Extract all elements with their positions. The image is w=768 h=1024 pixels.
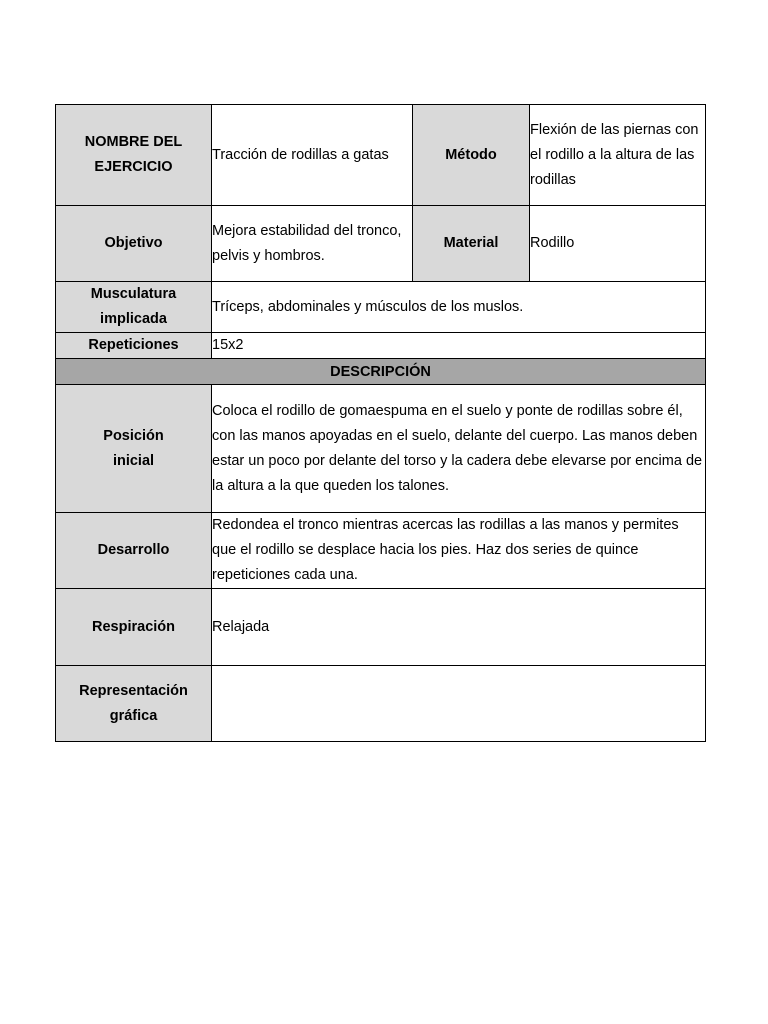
respiracion-label: Respiración (56, 589, 212, 666)
nombre-label-cell (56, 105, 212, 206)
objetivo-value: Mejora estabilidad del tronco, pelvis y hombros. (212, 206, 413, 282)
descripcion-header: DESCRIPCIÓN (56, 359, 706, 385)
respiracion-value: Relajada (212, 589, 706, 666)
posicion-label-cell (56, 385, 212, 513)
material-label: Material (413, 206, 530, 282)
row-descripcion-header (56, 359, 706, 385)
posicion-label: Posición inicial (103, 427, 164, 469)
material-value: Rodillo (530, 206, 706, 282)
musculatura-value: Tríceps, abdominales y músculos de los muslos. (212, 282, 706, 333)
row-respiracion (56, 589, 706, 666)
musculatura-label-cell (56, 282, 212, 333)
repeticiones-value: 15x2 (212, 333, 706, 359)
objetivo-label: Objetivo (56, 206, 212, 282)
row-nombre-metodo (56, 105, 706, 206)
row-repeticiones (56, 333, 706, 359)
row-representacion (56, 666, 706, 742)
repeticiones-label: Repeticiones (56, 333, 212, 359)
metodo-value: Flexión de las piernas con el rodillo a la altura de las rodillas (530, 105, 706, 206)
representacion-label-cell (56, 666, 212, 742)
nombre-value: Tracción de rodillas a gatas (212, 105, 413, 206)
row-musculatura (56, 282, 706, 333)
desarrollo-value: Redondea el tronco mientras acercas las rodillas a las manos y permites que el rodillo se desplace hacia los pies. Haz dos series de quince repeticiones cada una. (212, 513, 706, 589)
metodo-label: Método (413, 105, 530, 206)
nombre-label: NOMBRE DEL EJERCICIO (84, 134, 183, 175)
row-posicion (56, 385, 706, 513)
representacion-label: Representación gráfica (79, 682, 188, 724)
exercise-sheet-table (55, 104, 706, 742)
row-objetivo-material (56, 206, 706, 282)
representacion-value (212, 666, 706, 742)
desarrollo-label: Desarrollo (56, 513, 212, 589)
musculatura-label: Musculatura implicada (90, 286, 177, 327)
row-desarrollo (56, 513, 706, 589)
posicion-value: Coloca el rodillo de gomaespuma en el suelo y ponte de rodillas sobre él, con las manos apoyadas en el suelo, delante del cuerpo. Las manos deben estar un poco por delante del torso y la cadera debe elevarse por encima de la altura a la que queden los talones. (212, 385, 706, 513)
